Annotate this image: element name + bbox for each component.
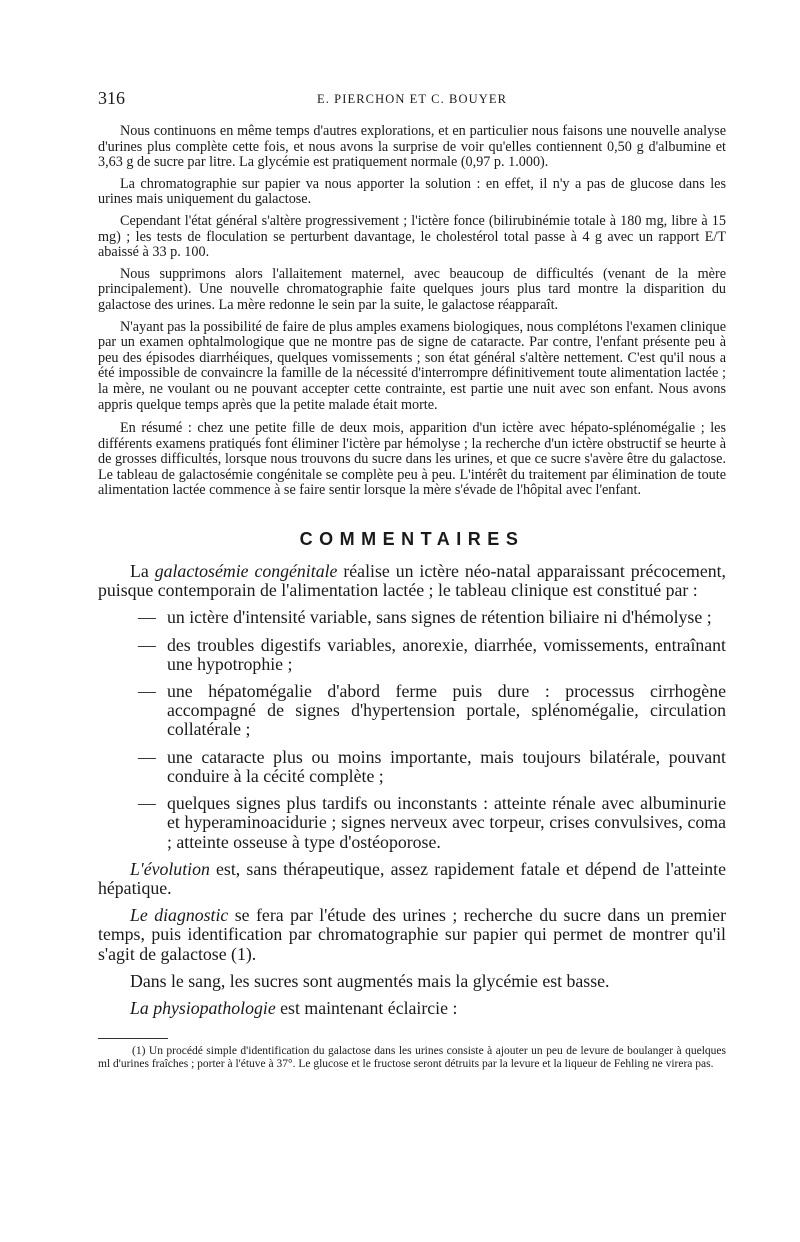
list-item [98, 636, 726, 674]
physiopathology-paragraph [98, 999, 726, 1018]
document-page [98, 82, 726, 1071]
blood-paragraph: Dans le sang, les sucres sont augmentés mais la glycémie est basse. [130, 970, 610, 991]
diagnostic-italic: Le diagnostic [130, 905, 229, 926]
dash-marker: — [138, 681, 156, 702]
page-number: 316 [98, 88, 125, 108]
intro-after: réalise un ictère néo-natal apparaissant précocement, puisque contemporain de l'alimentation lactée ; le tableau clinique est constitué par : [98, 561, 727, 601]
list-item [98, 608, 726, 627]
dash-marker: — [138, 793, 156, 814]
list-item-text: quelques signes plus tardifs ou inconstants : atteinte rénale avec albuminurie et hyperaminoacidurie ; signes nerveux avec torpeur, crises convulsives, coma ; atteinte osseuse à type d'ostéoporose. [167, 793, 726, 852]
evolution-italic: L'évolution [130, 858, 210, 879]
dash-marker: — [138, 634, 156, 655]
body-paragraph: La chromatographie sur papier va nous apporter la solution : en effet, il n'y a pas de glucose dans les urines mais uniquement du galactose. [98, 175, 726, 208]
footnote: (1) Un procédé simple d'identification du galactose dans les urines consiste à ajouter un peu de levure de boulanger à quelques ml d'urines fraîches ; porter à l'étuve à 37°. Le glucose et le fructose seront détruits par la levure et la liqueur de Fehling ne virera pas. [98, 1045, 726, 1070]
physio-text: est maintenant éclaircie : [275, 997, 458, 1018]
body-paragraph: Nous continuons en même temps d'autres explorations, et en particulier nous faisons une nouvelle analyse d'urines plus complète cette fois, et nous avons la surprise de voir qu'elles contiennent 0,50 g d'albumine et 3,63 g de sucre par litre. La glycémie est pratiquement normale (0,97 p. 1.000). [98, 123, 726, 171]
intro-italic: galactosémie congénitale [154, 561, 338, 582]
dash-marker: — [138, 746, 156, 767]
list-item-text: une cataracte plus ou moins importante, mais toujours bilatérale, pouvant conduire à la cécité complète ; [167, 746, 726, 786]
case-report-body [98, 124, 726, 499]
dash-marker: — [138, 607, 156, 628]
commentary-body [98, 562, 726, 1018]
body-paragraph: Cependant l'état général s'altère progressivement ; l'ictère fonce (bilirubinémie totale à 180 mg, libre à 15 mg) ; les tests de floculation se perturbent davantage, le cholestérol total passe à 4 g avec un rapport E/T abaissé à 33 p. 100. [98, 212, 726, 261]
page-header [98, 82, 726, 108]
symptom-list [98, 608, 726, 851]
body-paragraph: Nous supprimons alors l'allaitement maternel, avec beaucoup de difficultés (venant de la mère principalement). Une nouvelle chromatographie faite quelques jours plus tard montre la disparition du galactose des urines. La mère redonne le sein par la suite, le galactose réapparaît. [98, 265, 726, 313]
list-item [98, 794, 726, 852]
body-paragraph: N'ayant pas la possibilité de faire de plus amples examens biologiques, nous complétons l'examen clinique par un examen ophtalmologique que ne montre pas de signe de cataracte. Par contre, l'enfant présente peu à peu des épisodes diarrhéiques, quelques vomissements ; son état général s'altère nettement. C'est qu'il nous a été impossible de convaincre la famille de la nécessité d'interrompre définitivement toute alimentation lactée ; la mère, ne voulant ou ne pouvant accepter cette contrainte, est partie une nuit avec son enfant. Nous avons appris quelque temps après que la petite malade était morte. [98, 318, 726, 413]
intro-paragraph [98, 562, 726, 600]
intro-before: La [130, 561, 155, 582]
evolution-paragraph [98, 860, 726, 898]
list-item-text: une hépatomégalie d'abord ferme puis dure : processus cirrhogène accompagné de signes d'hypertension portale, splénomégalie, circulation collatérale ; [167, 681, 726, 740]
diagnostic-text: se fera par l'étude des urines ; recherche du sucre dans un premier temps, puis identification par chromatographie sur papier qui permet de montrer qu'il s'agit de galactose (1). [98, 905, 726, 964]
body-paragraph: En résumé : chez une petite fille de deux mois, apparition d'un ictère avec hépato-splénomégalie ; les différents examens pratiqués font éliminer l'ictère par hémolyse ; la recherche d'un ictère obstructif se heurte à de grosses difficultés, lorsque nous trouvons du sucre dans les urines, et que ce sucre s'avère être du galactose. Le tableau de galactosémie congénitale se complète peu à peu. L'intérêt du traitement par élimination de toute alimentation lactée commence à se faire sentir lorsque la mère s'évade de l'hôpital avec l'enfant. [98, 420, 726, 499]
physio-italic: La physiopathologie [130, 997, 276, 1018]
diagnostic-paragraph [98, 906, 726, 964]
list-item [98, 748, 726, 786]
list-item [98, 682, 726, 740]
running-head: E. PIERCHON ET C. BOUYER [316, 92, 508, 106]
list-item-text: des troubles digestifs variables, anorexie, diarrhée, vomissements, entraînant une hypotrophie ; [167, 634, 726, 674]
evolution-text: est, sans thérapeutique, assez rapidement fatale et dépend de l'atteinte hépatique. [98, 858, 726, 898]
section-title: COMMENTAIRES [299, 529, 525, 550]
footnote-rule [98, 1038, 168, 1039]
list-item-text: un ictère d'intensité variable, sans signes de rétention biliaire ni d'hémolyse ; [167, 607, 712, 628]
